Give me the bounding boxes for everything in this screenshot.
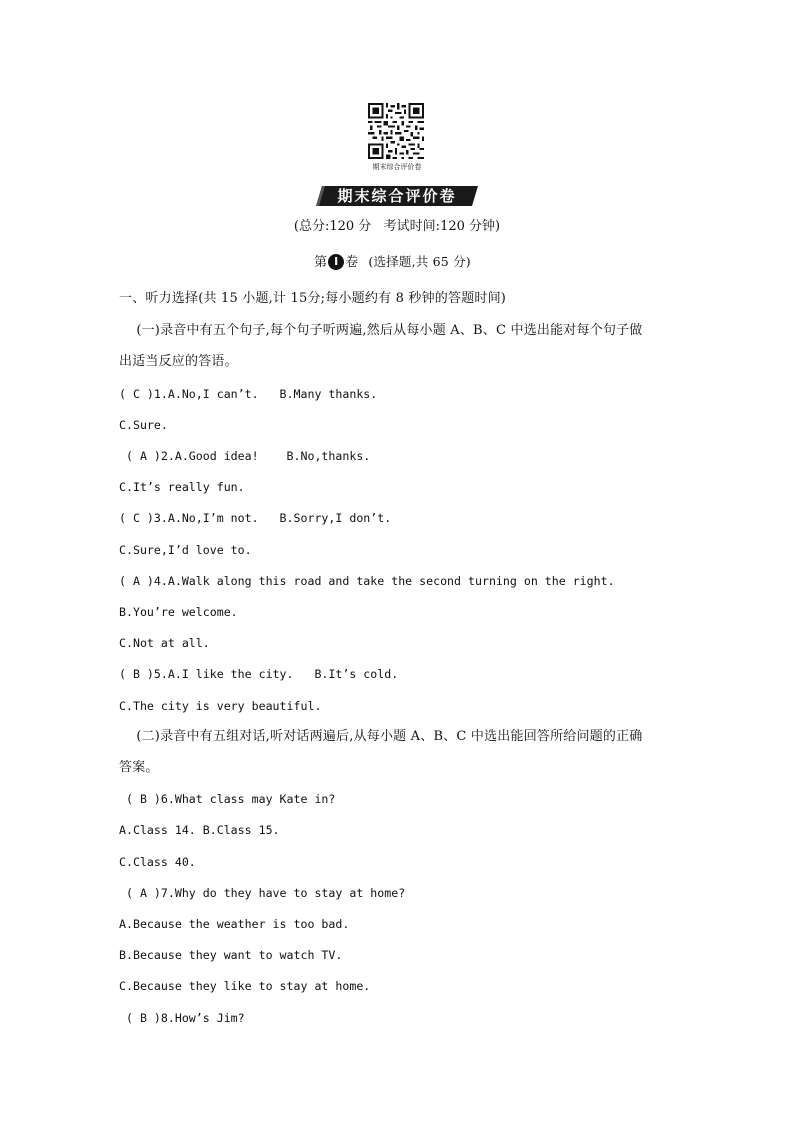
- option-line: C.Not at all.: [119, 636, 210, 650]
- section-numeral-badge: I: [328, 254, 344, 270]
- qr-caption: 期末综合评价卷: [372, 163, 422, 171]
- instruction-line: (一)录音中有五个句子,每个句子听两遍,然后从每小题 A、B、C 中选出能对每个句子做: [119, 323, 643, 338]
- question-2: ( A )2.A.Good idea! B.No,thanks.: [119, 449, 371, 463]
- option-line: C.It’s really fun.: [119, 480, 245, 494]
- option-line: C.Because they like to stay at home.: [119, 979, 371, 993]
- option-line: C.Sure.: [119, 418, 168, 432]
- section-suffix: 卷: [345, 255, 359, 270]
- question-8: ( B )8.How’s Jim?: [119, 1011, 245, 1025]
- question-1: ( C )1.A.No,I can’t. B.Many thanks.: [119, 387, 378, 401]
- question-3: ( C )3.A.No,I’m not. B.Sorry,I don’t.: [119, 511, 392, 525]
- instruction-line: (二)录音中有五组对话,听对话两遍后,从每小题 A、B、C 中选出能回答所给问题的正确: [119, 729, 643, 744]
- qr-code-block: [368, 103, 426, 171]
- qr-code-icon: [368, 103, 424, 159]
- option-line: C.Sure,I’d love to.: [119, 543, 252, 557]
- question-4: ( A )4.A.Walk along this road and take the second turning on the right.: [119, 574, 615, 588]
- question-6: ( B )6.What class may Kate in?: [119, 792, 336, 806]
- option-line: C.The city is very beautiful.: [119, 699, 322, 713]
- instruction-line: 出适当反应的答语。: [119, 354, 238, 369]
- instruction-line: 答案。: [119, 760, 159, 775]
- option-line: B.Because they want to watch TV.: [119, 948, 343, 962]
- title-banner: [316, 186, 478, 206]
- section-heading: [314, 252, 471, 272]
- option-line: B.You’re welcome.: [119, 605, 238, 619]
- question-7: ( A )7.Why do they have to stay at home?: [119, 886, 406, 900]
- exam-info: (总分:120 分 考试时间:120 分钟): [293, 219, 501, 234]
- page-title: 期末综合评价卷: [337, 187, 457, 205]
- section-prefix: 第: [314, 255, 328, 270]
- part-heading: 一、听力选择(共 15 小题,计 15分;每小题约有 8 秒钟的答题时间): [119, 291, 507, 306]
- question-5: ( B )5.A.I like the city. B.It’s cold.: [119, 667, 399, 681]
- option-line: C.Class 40.: [119, 855, 196, 869]
- section-note: (选择题,共 65 分): [368, 254, 471, 269]
- option-line: A.Because the weather is too bad.: [119, 917, 350, 931]
- option-line: A.Class 14. B.Class 15.: [119, 823, 280, 837]
